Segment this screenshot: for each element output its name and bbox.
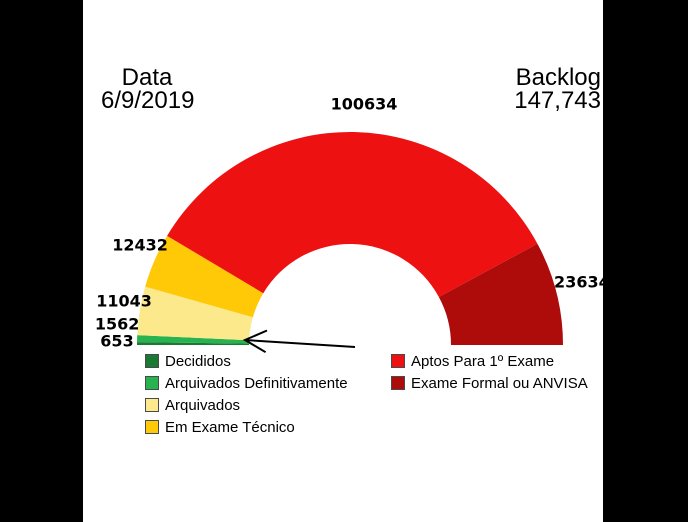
legend-right-column [391, 350, 588, 394]
legend-swatch [145, 376, 159, 390]
legend-label: Arquivados [165, 396, 241, 414]
legend-label: Aptos Para 1º Exame [411, 352, 555, 370]
date-block [101, 66, 193, 112]
segment-value-label: 11043 [96, 291, 152, 311]
legend-left-column [145, 350, 348, 438]
legend-label: Em Exame Técnico [165, 418, 295, 436]
date-label: Data [121, 64, 173, 91]
segment-value-label: 653 [100, 331, 134, 351]
legend-item-em-exame-tecnico [145, 416, 348, 438]
legend-label: Arquivados Definitivamente [165, 374, 348, 392]
legend-item-exame-formal-ou-anvisa [391, 372, 588, 394]
date-value: 6/9/2019 [101, 87, 195, 114]
legend-swatch [145, 420, 159, 434]
legend-swatch [391, 354, 405, 368]
legend-label: Exame Formal ou ANVISA [411, 374, 588, 392]
legend-item-arquivados-definitivamente [145, 372, 348, 394]
legend-item-decididos [145, 350, 348, 372]
segment-value-label: 1562 [94, 314, 140, 334]
legend-swatch [145, 354, 159, 368]
legend-swatch [391, 376, 405, 390]
legend-item-aptos-para-1-exame [391, 350, 588, 372]
legend-swatch [145, 398, 159, 412]
segment-value-label: 12432 [112, 235, 168, 255]
backlog-block [514, 66, 601, 112]
legend-label: Decididos [165, 352, 231, 370]
legend-item-arquivados [145, 394, 348, 416]
backlog-value: 147,743 [514, 87, 601, 114]
segment-value-label: 23634 [554, 272, 610, 292]
segment-value-label: 100634 [330, 94, 398, 114]
backlog-label: Backlog [515, 64, 601, 91]
annotation-arrow [245, 331, 355, 353]
